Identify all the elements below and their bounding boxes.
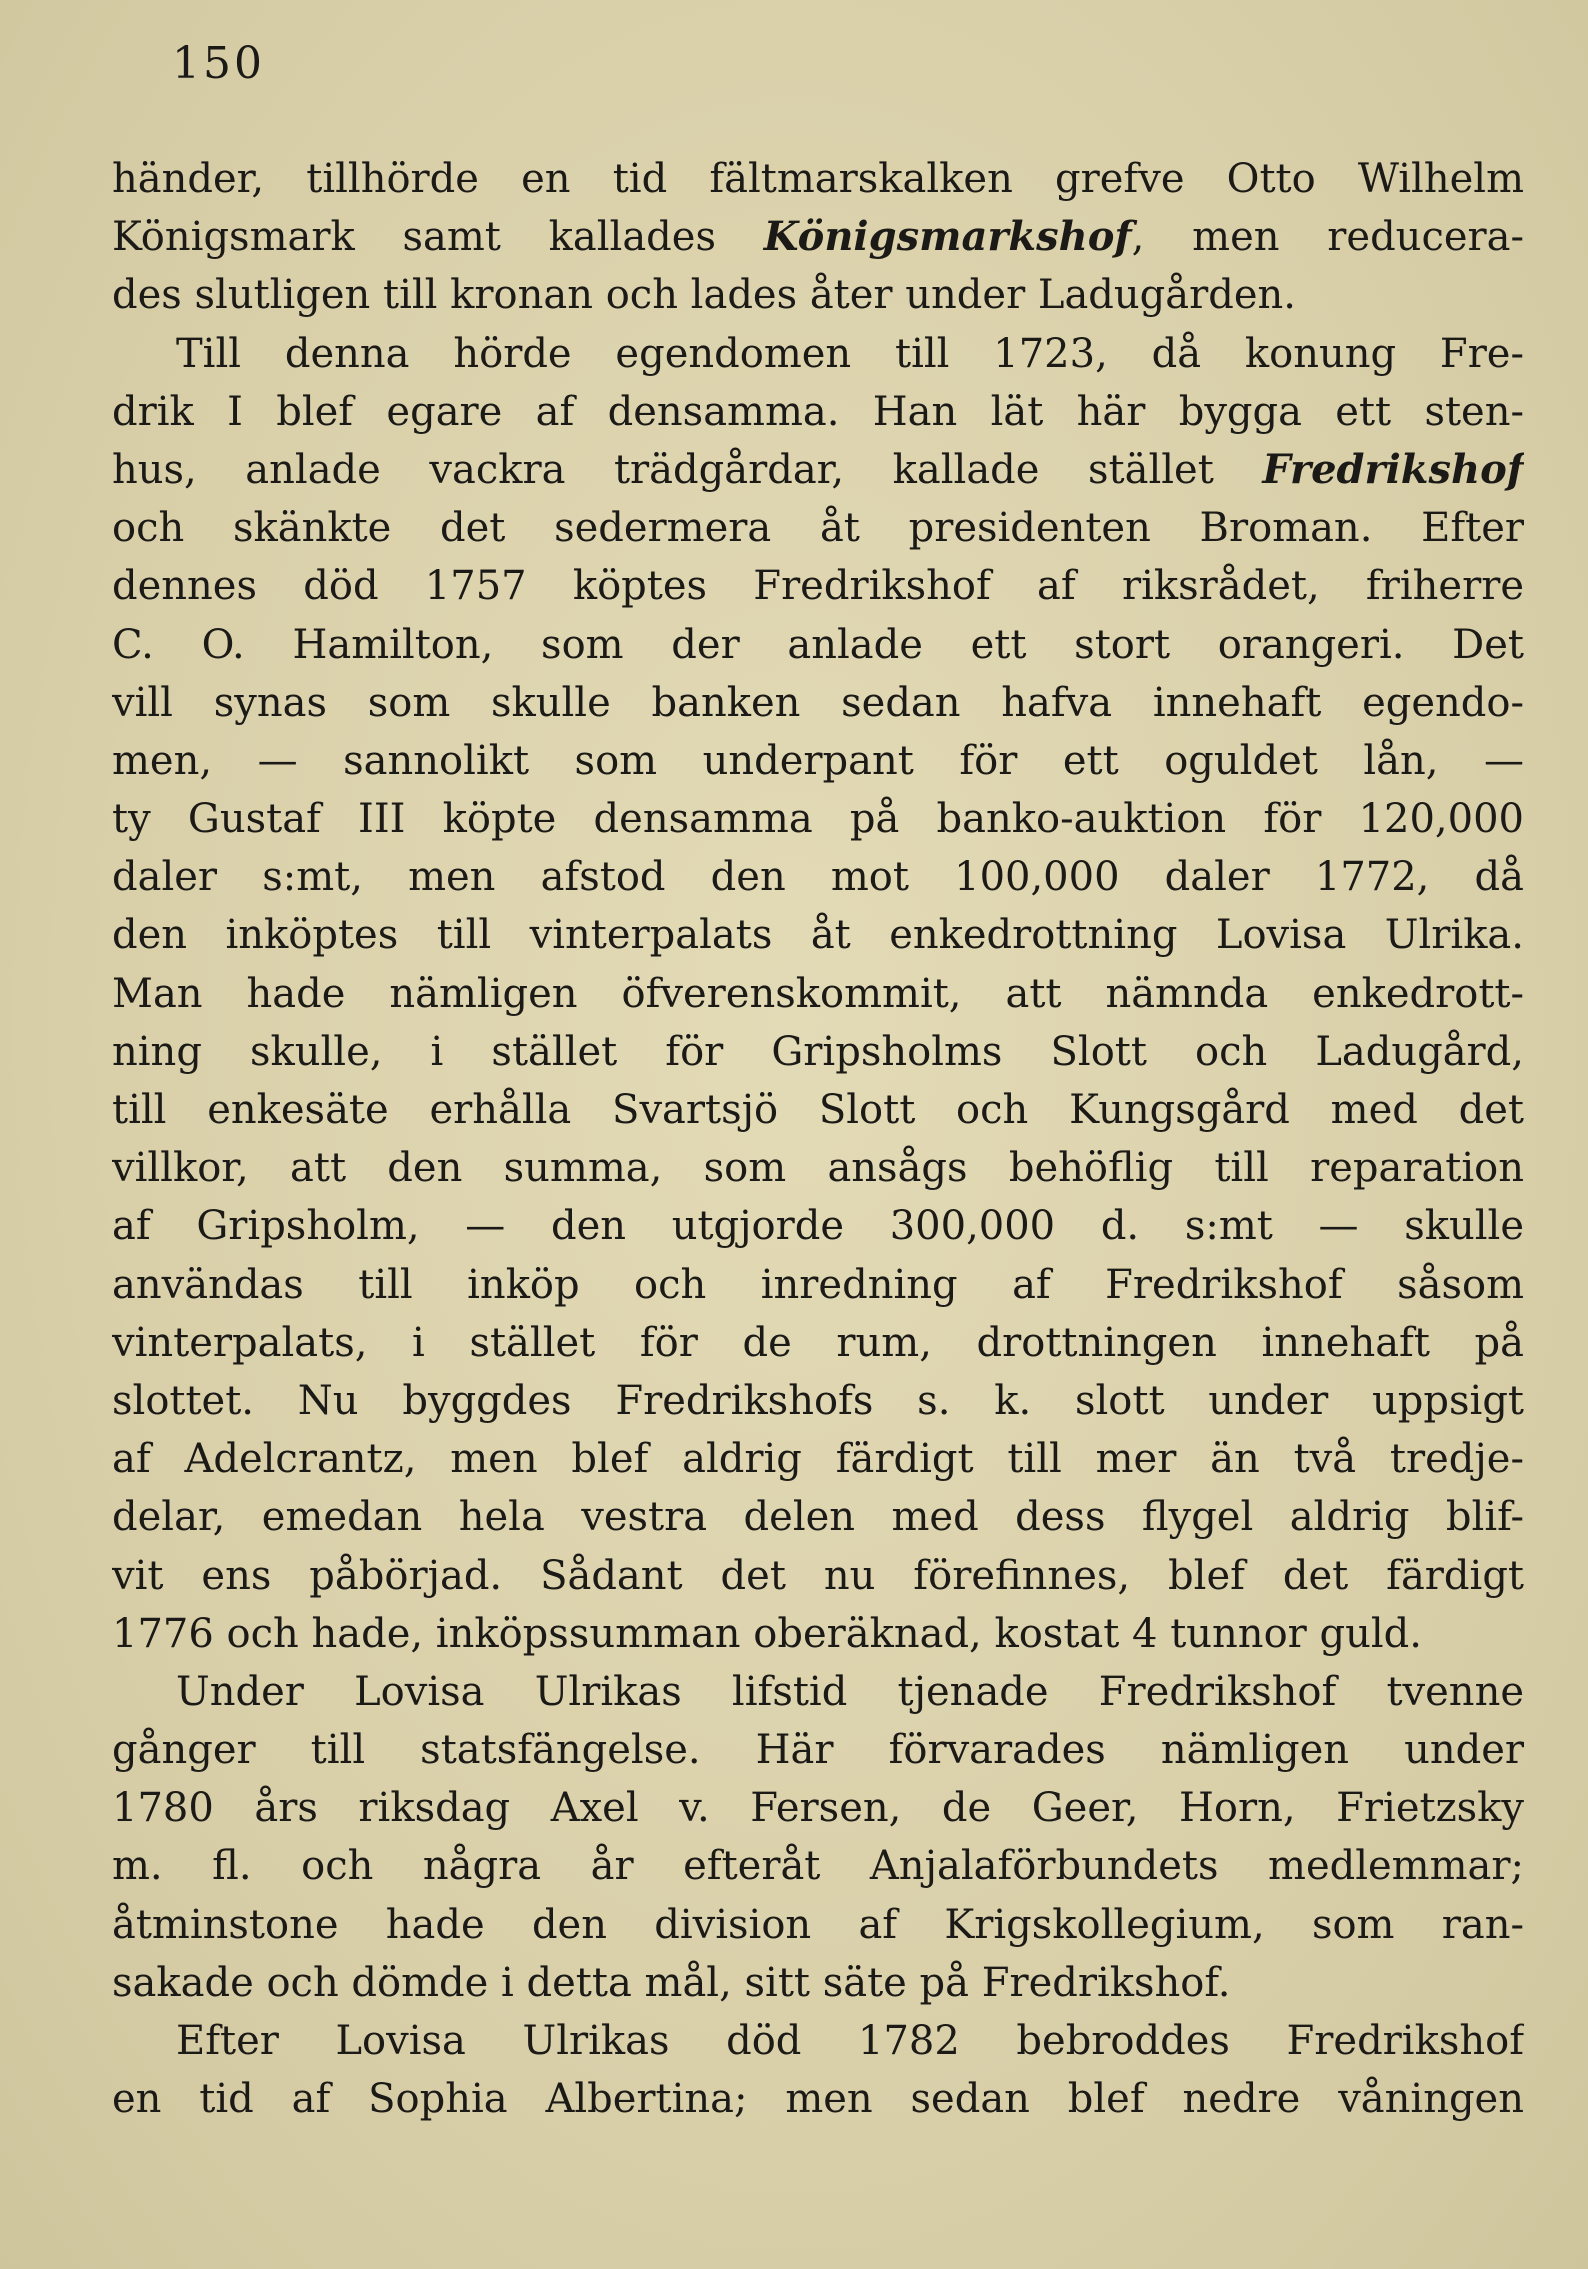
text-line: ty Gustaf III köpte densamma på banko-auktion för 120,000 — [112, 796, 1524, 843]
text-line: den inköptes till vinterpalats åt enkedrottning Lovisa Ulrika. — [112, 912, 1524, 959]
text-line: Efter Lovisa Ulrikas död 1782 bebroddes Fredrikshof — [176, 2018, 1524, 2064]
text-line: 1776 och hade, inköpssumman oberäknad, kostat 4 tunnor guld. — [112, 1610, 1422, 1657]
text-line: händer, tillhörde en tid fältmarskalken grefve Otto Wilhelm — [112, 156, 1524, 202]
text-line: användas till inköp och inredning af Fredrikshof såsom — [112, 1261, 1524, 1308]
text-line: Man hade nämligen öfverenskommit, att nämnda enkedrott- — [112, 970, 1524, 1017]
text-line: ning skulle, i stället för Gripsholms Slott och Ladugård, — [112, 1028, 1524, 1075]
text-line: des slutligen till kronan och lades åter under Ladugården. — [112, 272, 1297, 319]
text-line: Till denna hörde egendomen till 1723, då konung Fre- — [176, 330, 1524, 377]
italic-name: Königsmarkshof — [763, 213, 1132, 261]
text-line: af Gripsholm, — den utgjorde 300,000 d. s:mt — skulle — [112, 1203, 1524, 1250]
text-line: 1780 års riksdag Axel v. Fersen, de Geer, Horn, Frietzsky — [112, 1785, 1524, 1832]
text-line: af Adelcrantz, men blef aldrig färdigt till mer än två tredje- — [112, 1436, 1524, 1483]
text-line: m. fl. och några år efteråt Anjalaförbundets medlemmar; — [112, 1843, 1524, 1890]
text-line: C. O. Hamilton, som der anlade ett stort orangeri. Det — [112, 621, 1524, 668]
text-line: vinterpalats, i stället för de rum, drottningen innehaft på — [112, 1319, 1524, 1366]
text-line: till enkesäte erhålla Svartsjö Slott och Kungsgård med det — [112, 1087, 1524, 1133]
text-line: villkor, att den summa, som ansågs behöflig till reparation — [112, 1145, 1524, 1192]
italic-name: Fredrikshof — [1262, 445, 1524, 493]
text-line: vill synas som skulle banken sedan hafva innehaft egendo- — [112, 679, 1524, 726]
text-line: delar, emedan hela vestra delen med dess flygel aldrig blif- — [112, 1494, 1524, 1541]
text-line: och skänkte det sedermera åt presidenten Broman. Efter — [112, 505, 1524, 552]
page-number: 150 — [172, 38, 265, 89]
text-line: hus, anlade vackra trädgårdar, kallade stället Fredrikshof — [112, 445, 1524, 493]
text-line: dennes död 1757 köptes Fredrikshof af riksrådet, friherre — [112, 563, 1524, 610]
text-line: Königsmark samt kallades Königsmarkshof, men reducera- — [112, 213, 1524, 261]
text-line: slottet. Nu byggdes Fredrikshofs s. k. slott under uppsigt — [112, 1377, 1524, 1424]
text-line: sakade och dömde i detta mål, sitt säte på Fredrikshof. — [112, 1959, 1231, 2006]
text-line: daler s:mt, men afstod den mot 100,000 daler 1772, då — [112, 854, 1524, 901]
text-line: åtminstone hade den division af Krigskollegium, som ran- — [112, 1901, 1524, 1948]
text-line: en tid af Sophia Albertina; men sedan blef nedre våningen — [112, 2076, 1524, 2123]
text-line: Under Lovisa Ulrikas lifstid tjenade Fredrikshof tvenne — [176, 1668, 1524, 1715]
text-line: men, — sannolikt som underpant för ett oguldet lån, — — [112, 737, 1524, 784]
body-text — [112, 150, 1524, 2128]
text-line: gånger till statsfängelse. Här förvarades nämligen under — [112, 1727, 1524, 1774]
text-line: drik I blef egare af densamma. Han lät här bygga ett sten- — [112, 388, 1524, 435]
text-line: vit ens påbörjad. Sådant det nu förefinnes, blef det färdigt — [112, 1552, 1524, 1599]
